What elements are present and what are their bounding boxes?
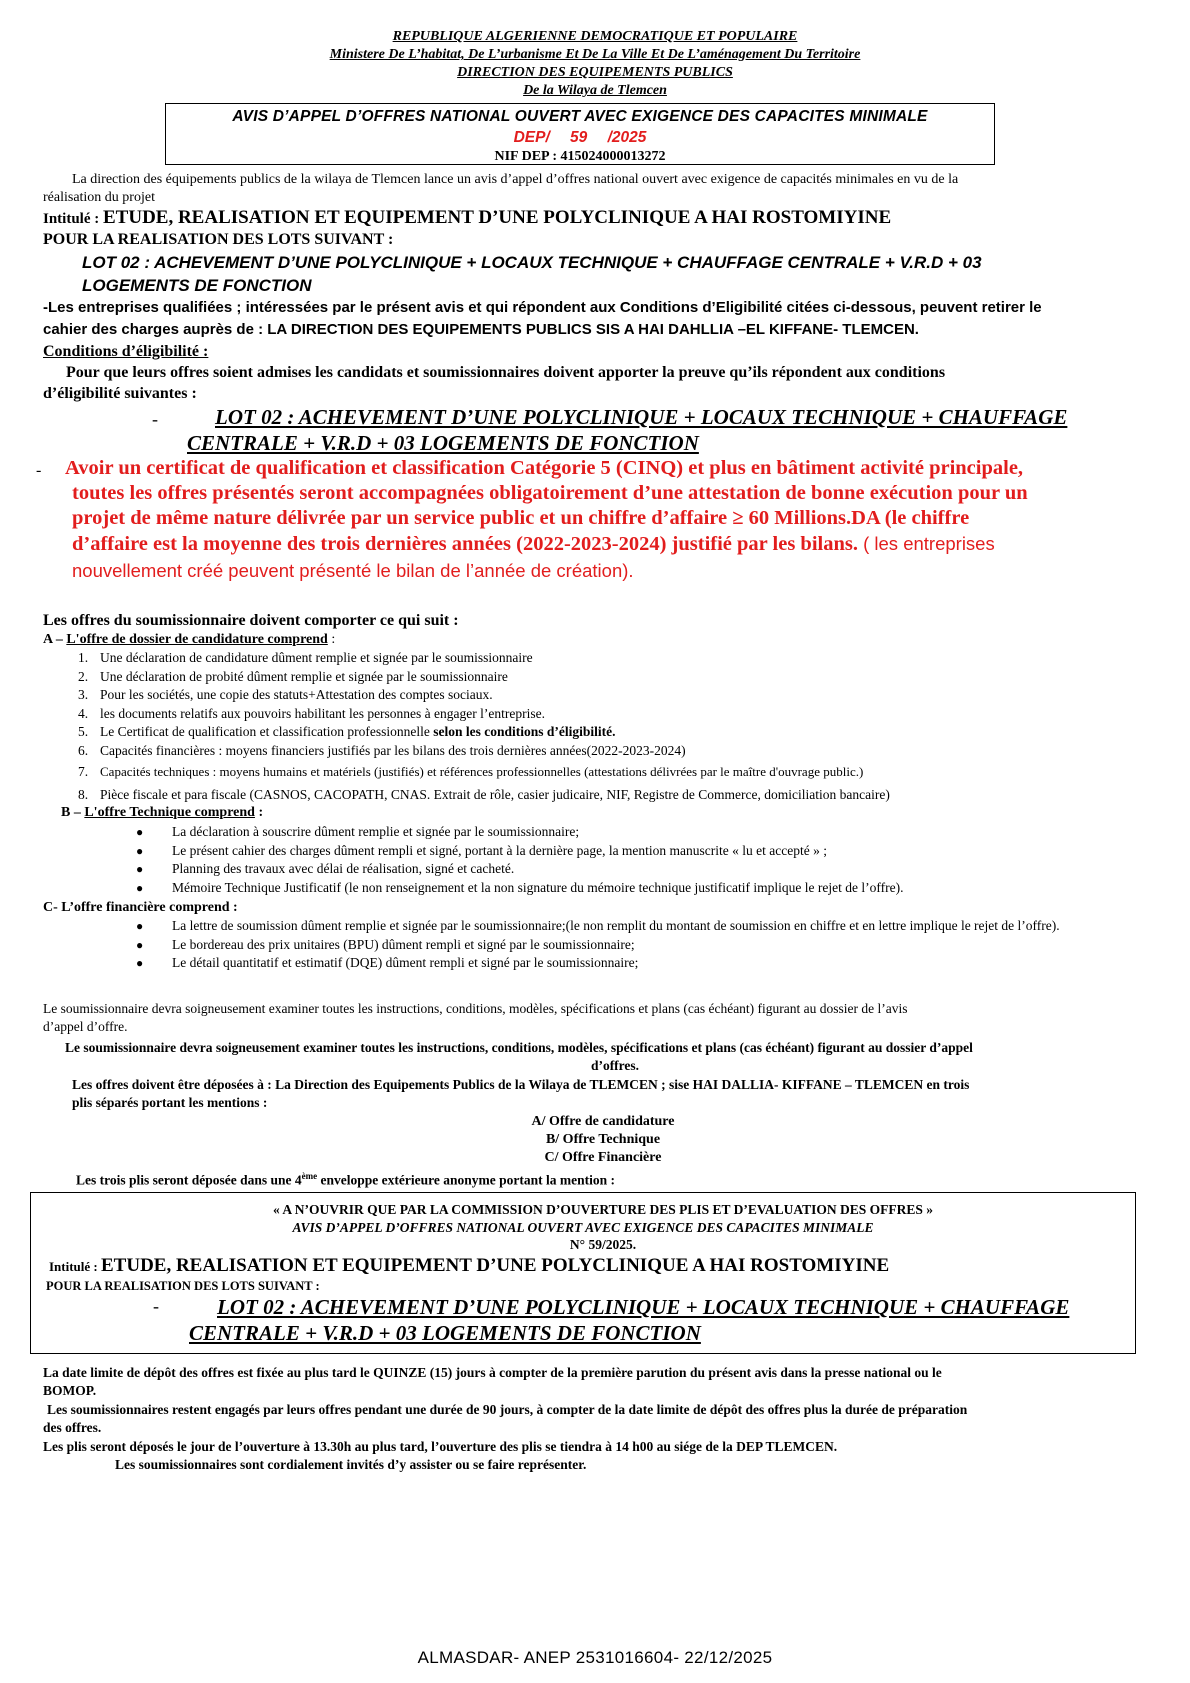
document-header (0, 28, 1190, 100)
list-item: ● Mémoire Technique Justificatif (le non renseignement et la non signature du mémoire technique justificatif implique le rejet de l’offre). (0, 879, 1190, 898)
conditions-line-1: Pour que leurs offres soient admises les candidats et soumissionnaires doivent apporter la preuve qu’ils répondent aux conditions (66, 364, 946, 381)
deadline-line-1: La date limite de dépôt des offres est fixée au plus tard le QUINZE (15) jours à compter de la première parution du présent avis dans la presse national ou le (43, 1365, 942, 1380)
requirement-line-4-note: ( les entreprises (857, 533, 995, 554)
list-item: ● Le présent cahier des charges dûment rempli et signé, portant à la dernière page, la mention manuscrite « lu et accepté » ; (0, 842, 1190, 861)
bullet-icon: ● (136, 843, 144, 858)
offer-a-prefix: A – (43, 632, 67, 647)
envelope-mention: Les trois plis seront déposée dans une 4ème enveloppe extérieure anonyme portant la mention : (76, 1171, 616, 1188)
offer-a-label: L'offre de dossier de candidature comprend (66, 632, 328, 647)
requirement-line-1: Avoir un certificat de qualification et classification Catégorie 5 (CINQ) et plus en bâtiment activité principale, (65, 457, 1024, 479)
requirement-line-2: toutes les offres présentés seront accompagnées obligatoirement d’une attestation de bonne exécution pour un (72, 482, 1028, 504)
conditions-lot-dash: - (152, 409, 158, 429)
envelope-lot-dash: - (153, 1296, 159, 1316)
bullet-icon: ● (136, 880, 144, 895)
lot-line-2: LOGEMENTS DE FONCTION (82, 276, 312, 295)
publication-footer: ALMASDAR- ANEP 2531016604- 22/12/2025 (417, 1648, 773, 1667)
requirement-line-4-text: d’affaire est la moyenne des trois dernières années (2022-2023-2024) justifié par les bilans. (72, 533, 858, 555)
envelope-title (49, 1255, 1135, 1278)
conditions-heading: Conditions d’éligibilité : (43, 343, 209, 360)
list-item: 1. Une déclaration de candidature dûment remplie et signée par le soumissionnaire (78, 650, 533, 665)
requirement-line-4 (72, 531, 995, 557)
envelope-title-label: Intitulé : (49, 1259, 101, 1274)
examine-line-2: d’appel d’offre. (43, 1019, 128, 1034)
list-item: 3. Pour les sociétés, une copie des statuts+Attestation des comptes sociaux. (78, 687, 493, 702)
list-item: 2. Une déclaration de probité dûment remplie et signée par le soumissionnaire (78, 668, 508, 684)
notice-title-box (165, 103, 995, 165)
bullet-icon: ● (136, 937, 144, 952)
list-item: 5. Le Certificat de qualification et classification professionnelle selon les conditions d’éligibilité. (78, 724, 616, 739)
conditions-line-2: d’éligibilité suivantes : (43, 385, 197, 402)
list-item: ● Le bordereau des prix unitaires (BPU) dûment rempli et signé par le soumissionnaire; (0, 936, 1190, 955)
intro-line-2: réalisation du projet (43, 190, 155, 205)
envelope-lots-heading: POUR LA REALISATION DES LOTS SUIVANT : (46, 1279, 320, 1293)
offer-c-heading: C- L’offre financière comprend : (43, 900, 238, 915)
requirement-dash: - (36, 462, 42, 479)
bullet-icon: ● (136, 862, 144, 876)
engaged-line-1: Les soumissionnaires restent engagés par leurs offres pendant une durée de 90 jours, à compter de la date limite de dépôt des offres plus la durée de préparation (47, 1402, 968, 1417)
opening-line: Les plis seront déposés le jour de l’ouverture à 13.30h au plus tard, l’ouverture des plis se tiendra à 14 h00 au siége de la DEP TLEMCEN. (43, 1439, 838, 1454)
list-item: ● La lettre de soumission dûment remplie et signée par le soumissionnaire;(le non remplit du montant de soumission en chiffre et en lettre implique le rejet de l’offre). (0, 917, 1190, 936)
header-ministry: Ministere De L’habitat, De L’urbanisme Et De La Ville Et De L’aménagement Du Territoire (329, 47, 861, 62)
list-item: 6. Capacités financières : moyens financiers justifiés par les bilans des trois dernières années(2022-2023-2024) (78, 742, 686, 758)
bullet-icon: ● (136, 825, 144, 839)
list-item: ● La déclaration à souscrire dûment remplie et signée par le soumissionnaire; (0, 823, 1190, 842)
envelope-lot-line-2: CENTRALE + V.R.D + 03 LOGEMENTS DE FONCTION (189, 1321, 701, 1345)
deposit-line-2: plis séparés portant les mentions : (72, 1095, 268, 1110)
offer-b-heading (61, 804, 263, 822)
offer-b-list (0, 823, 1190, 897)
engaged-line-2: des offres. (43, 1420, 102, 1435)
envelope-line-3: N° 59/2025. (569, 1237, 637, 1252)
requirement-line-3: projet de même nature délivrée par un service public et un chiffre d’affaire ≥ 60 Millions.DA (le chiffre (72, 507, 970, 529)
bullet-icon: ● (136, 956, 144, 970)
offer-a-heading (43, 631, 335, 649)
offer-a-list (0, 649, 1190, 804)
offer-b-prefix: B – (61, 805, 85, 820)
offers-heading: Les offres du soumissionnaire doivent comporter ce qui suit : (43, 612, 459, 629)
pli-b: B/ Offre Technique (545, 1132, 661, 1147)
project-title-text: ETUDE, REALISATION ET EQUIPEMENT D’UNE POLYCLINIQUE A HAI ROSTOMIYINE (103, 207, 892, 228)
list-item: 8. Pièce fiscale et para fiscale (CASNOS, CACOPATH, CNAS. Extrait de rôle, casier judicaire, NIF, Registre de Commerce, domiciliation bancaire) (78, 786, 890, 802)
enterprises-line-1: -Les entreprises qualifiées ; intéressées par le présent avis et qui répondent aux Conditions d’Eligibilité citées ci-dessous, peuvent retirer le (43, 299, 1042, 316)
pli-c: C/ Offre Financière (544, 1150, 662, 1165)
examine-bold-line-1: Le soumissionnaire devra soigneusement examiner toutes les instructions, conditions, modèles, spécifications et plans (cas échéant) figurant au dossier d’appel (65, 1040, 973, 1055)
header-direction: DIRECTION DES EQUIPEMENTS PUBLICS (457, 65, 733, 80)
intro-line-1: La direction des équipements publics de la wilaya de Tlemcen lance un avis d’appel d’offres national ouvert avec exigence de capacités minimales en vu de la (72, 172, 959, 187)
list-item: 7. Capacités techniques : moyens humains et matériels (justifiés) et références professionnelles (attestations délivrées par le maître d'ouvrage public.) (78, 764, 864, 779)
pli-a: A/ Offre de candidature (531, 1114, 675, 1129)
examine-bold-line-2: d’offres. (590, 1058, 640, 1073)
notice-reference: DEP/ 59 /2025 (513, 129, 647, 146)
project-title (43, 207, 891, 230)
invite-line: Les soumissionnaires sont cordialement invités d’y assister ou se faire représenter. (115, 1457, 587, 1472)
enterprises-line-2: cahier des charges auprès de : LA DIRECTION DES EQUIPEMENTS PUBLICS SIS A HAI DAHLLIA –EL KIFFANE- TLEMCEN. (43, 321, 919, 338)
offer-b-suffix: : (254, 805, 264, 820)
conditions-lot-line-2: CENTRALE + V.R.D + 03 LOGEMENTS DE FONCTION (187, 431, 699, 455)
project-title-label: Intitulé : (43, 211, 103, 227)
envelope-line-2: AVIS D’APPEL D’OFFRES NATIONAL OUVERT AVEC EXIGENCE DES CAPACITES MINIMALE (292, 1220, 874, 1235)
list-item: ● Planning des travaux avec délai de réalisation, signé et cacheté. (0, 860, 1190, 879)
header-wilaya: De la Wilaya de Tlemcen (523, 83, 667, 98)
envelope-line-1: « A N’OUVRIR QUE PAR LA COMMISSION D’OUVERTURE DES PLIS ET D’EVALUATION DES OFFRES » (272, 1202, 934, 1217)
list-item: ● Le détail quantitatif et estimatif (DQE) dûment rempli et signé par le soumissionnaire; (0, 954, 1190, 973)
lot-line-1: LOT 02 : ACHEVEMENT D’UNE POLYCLINIQUE + LOCAUX TECHNIQUE + CHAUFFAGE CENTRALE + V.R.D + 03 (82, 253, 982, 272)
offer-c-list (0, 917, 1190, 973)
bullet-icon: ● (136, 919, 144, 933)
envelope-lot-line-1: LOT 02 : ACHEVEMENT D’UNE POLYCLINIQUE + LOCAUX TECHNIQUE + CHAUFFAGE (217, 1295, 1070, 1319)
examine-line-1: Le soumissionnaire devra soigneusement examiner toutes les instructions, conditions, modèles, spécifications et plans (cas échéant) figurant au dossier de l’avis (43, 1001, 908, 1016)
header-republic: REPUBLIQUE ALGERIENNE DEMOCRATIQUE ET POPULAIRE (392, 29, 798, 44)
notice-title: AVIS D’APPEL D’OFFRES NATIONAL OUVERT AVEC EXIGENCE DES CAPACITES MINIMALE (232, 108, 928, 125)
envelope-box (30, 1192, 1136, 1354)
list-item: 4. les documents relatifs aux pouvoirs habilitant les personnes à engager l’entreprise. (78, 705, 545, 721)
offer-a-suffix: : (327, 632, 336, 647)
lots-heading: POUR LA REALISATION DES LOTS SUIVANT : (43, 231, 394, 248)
notice-nif: NIF DEP : 415024000013272 (494, 149, 666, 164)
envelope-title-text: ETUDE, REALISATION ET EQUIPEMENT D’UNE POLYCLINIQUE A HAI ROSTOMIYINE (101, 1255, 890, 1276)
deposit-line-1: Les offres doivent être déposées à : La Direction des Equipements Publics de la Wilaya de TLEMCEN ; sise HAI DALLIA- KIFFANE – TLEMCEN en trois (72, 1077, 970, 1092)
envelope-lot-block (31, 1294, 1135, 1346)
offer-b-label: L'offre Technique comprend (84, 805, 255, 820)
requirement-line-5: nouvellement créé peuvent présenté le bilan de l’année de création). (72, 560, 634, 581)
deadline-line-2: BOMOP. (43, 1383, 97, 1398)
conditions-lot-line-1: LOT 02 : ACHEVEMENT D’UNE POLYCLINIQUE + LOCAUX TECHNIQUE + CHAUFFAGE (215, 405, 1068, 429)
